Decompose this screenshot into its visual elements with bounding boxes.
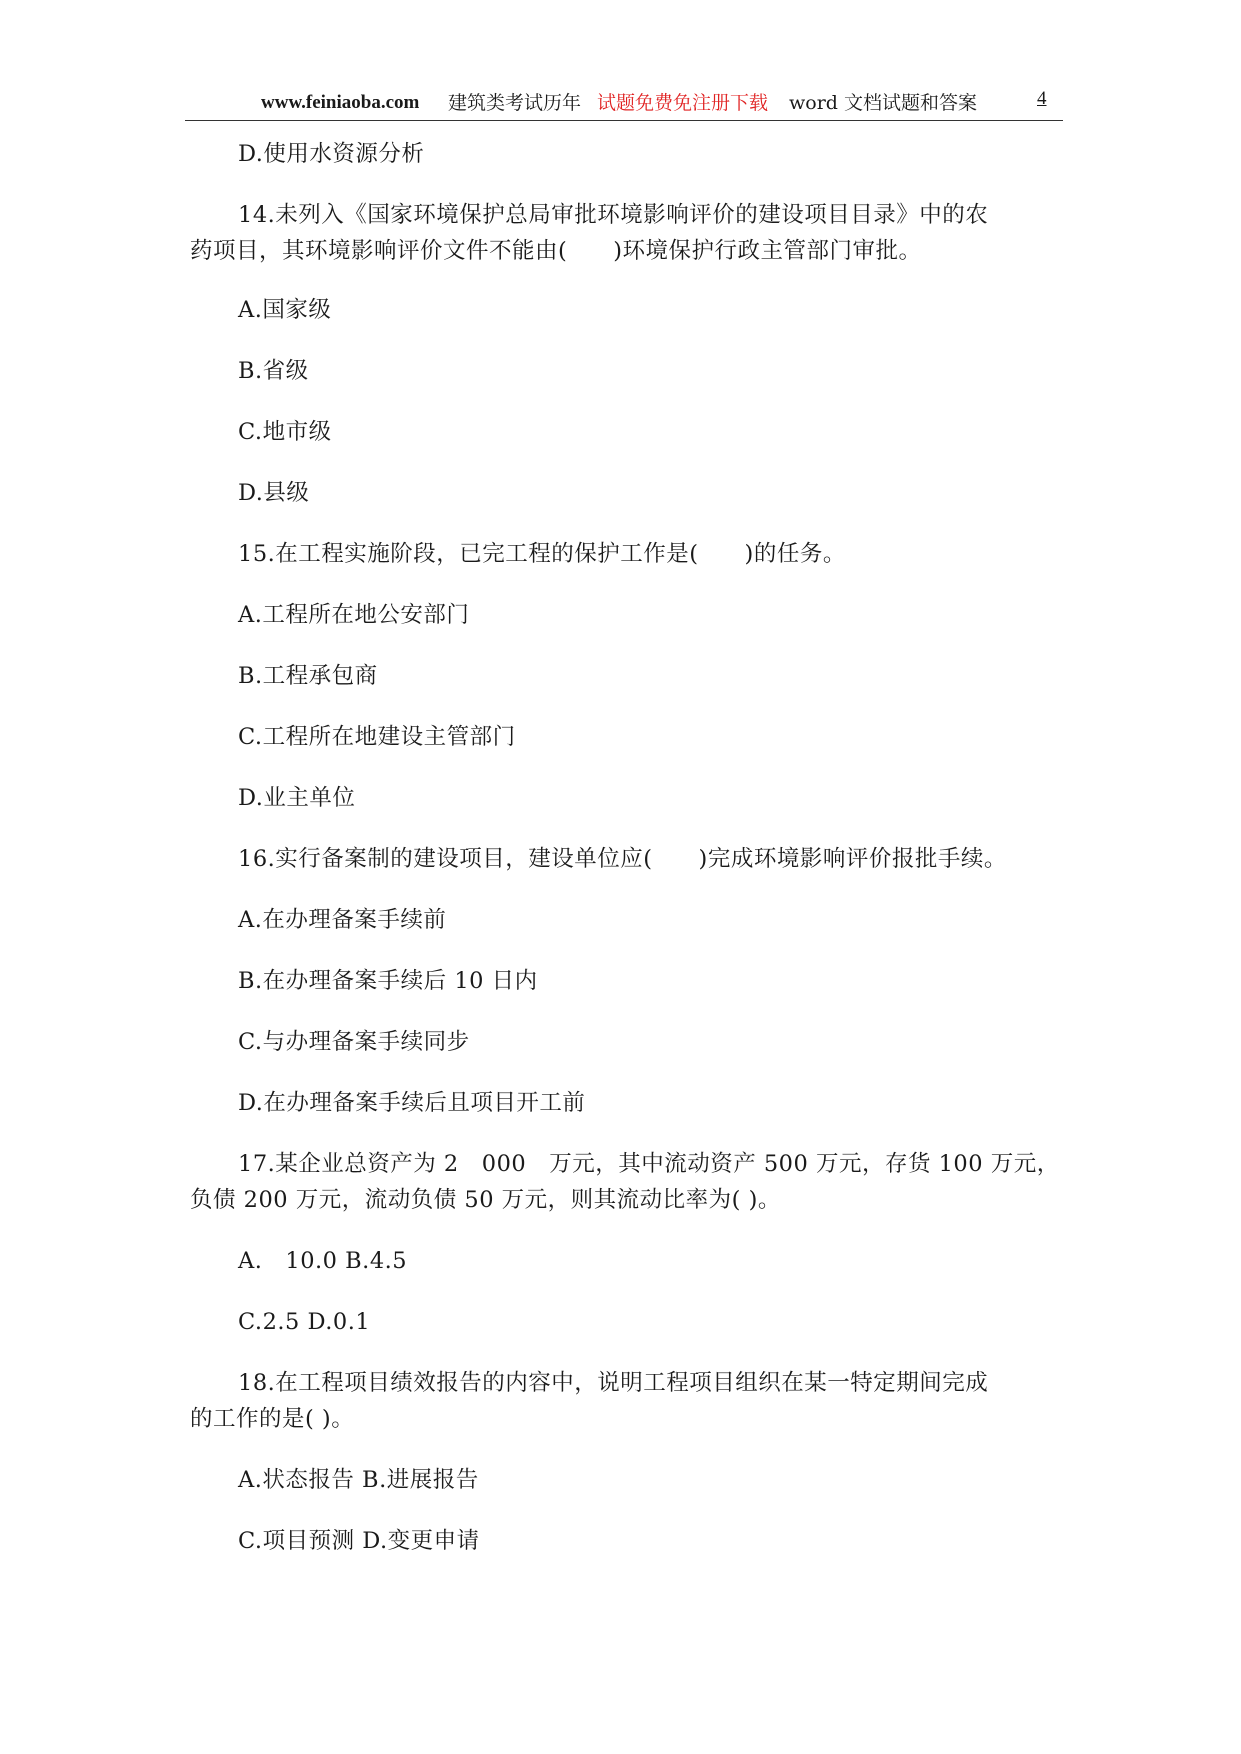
question-text: 16.实行备案制的建设项目，建设单位应( )完成环境影响评价报批手续。: [238, 846, 1007, 872]
answer-option: A.状态报告 B.进展报告: [238, 1467, 479, 1493]
answer-option: D.使用水资源分析: [238, 141, 425, 167]
question-text: 药项目，其环境影响评价文件不能由( )环境保护行政主管部门审批。: [190, 238, 922, 264]
answer-option: C.与办理备案手续同步: [238, 1029, 470, 1055]
answer-option: C.2.5 D.0.1: [238, 1309, 371, 1335]
answer-option: C.工程所在地建设主管部门: [238, 724, 516, 750]
question-text: 18.在工程项目绩效报告的内容中，说明工程项目组织在某一特定期间完成: [238, 1370, 989, 1396]
question-text: 17.某企业总资产为 2 000 万元，其中流动资产 500 万元，存货 100 万元，: [238, 1151, 1060, 1177]
answer-option: B.工程承包商: [238, 663, 378, 689]
answer-option: C.地市级: [238, 419, 332, 445]
answer-option: A.工程所在地公安部门: [238, 602, 470, 628]
answer-option: A.国家级: [238, 297, 332, 323]
answer-option: B.在办理备案手续后 10 日内: [238, 968, 538, 994]
answer-option: A.在办理备案手续前: [238, 907, 447, 933]
question-text: 的工作的是( )。: [190, 1406, 355, 1432]
answer-option: D.在办理备案手续后且项目开工前: [238, 1090, 586, 1116]
answer-option: D.县级: [238, 480, 310, 506]
answer-option: D.业主单位: [238, 785, 356, 811]
question-text: 负债 200 万元，流动负债 50 万元，则其流动比率为( )。: [190, 1187, 781, 1213]
header-desc: 建筑类考试历年: [448, 92, 582, 114]
question-text: 14.未列入《国家环境保护总局审批环境影响评价的建设项目目录》中的农: [238, 202, 989, 228]
header-desc-2: word 文档试题和答案: [789, 92, 977, 114]
header-promo: 试题免费免注册下载: [597, 92, 769, 114]
question-text: 15.在工程实施阶段，已完工程的保护工作是( )的任务。: [238, 541, 846, 567]
header-site[interactable]: www.feiniaoba.com: [261, 92, 420, 113]
page-header: [185, 86, 1063, 121]
answer-option: C.项目预测 D.变更申请: [238, 1528, 480, 1554]
answer-option: B.省级: [238, 358, 309, 384]
page-number: 4: [1037, 88, 1047, 109]
answer-option: A. 10.0 B.4.5: [238, 1248, 408, 1274]
